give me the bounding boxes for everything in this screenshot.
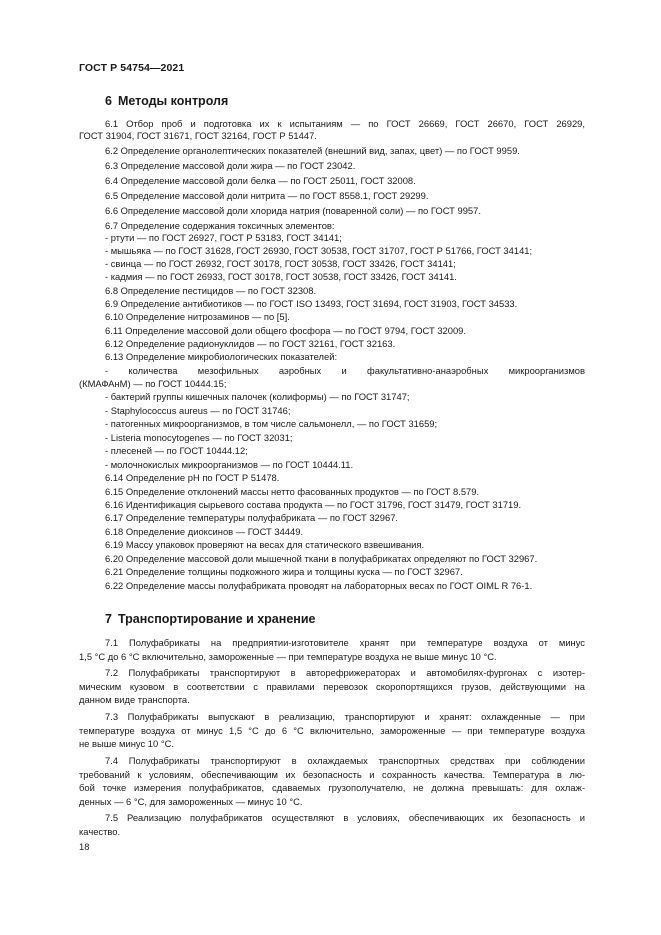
text-line: - бактерий группы кишечных палочек (колиформы) — по ГОСТ 31747; xyxy=(105,391,410,402)
text-line: (КМАФАнМ) — по ГОСТ 10444.15; xyxy=(79,378,227,389)
text-line: 7.4 Полуфабрикаты транспортируют в охлаждаемых транспортных средствах при соблюдении xyxy=(105,755,585,766)
section-7-heading xyxy=(105,612,315,626)
section-7-number: 7 xyxy=(105,612,112,626)
text-line: 6.6 Определение массовой доли хлорида натрия (поваренной соли) — по ГОСТ 9957. xyxy=(105,205,481,216)
text-line: качество. xyxy=(79,826,121,837)
text-line: 6.17 Определение температуры полуфабриката — по ГОСТ 32967. xyxy=(105,512,399,523)
text-line: 6.11 Определение массовой доли общего фосфора — по ГОСТ 9794, ГОСТ 32009. xyxy=(105,325,466,336)
text-line: 6.3 Определение массовой доли жира — по ГОСТ 23042. xyxy=(105,160,356,171)
text-line: ГОСТ 31904, ГОСТ 31671, ГОСТ 32164, ГОСТ Р 51447. xyxy=(79,130,317,141)
text-line: - Listeria monocytogenes — по ГОСТ 32031; xyxy=(105,432,293,443)
section-6-title: Методы контроля xyxy=(117,94,229,108)
text-line: 6.14 Определение pH по ГОСТ Р 51478. xyxy=(105,472,280,483)
text-line: 6.22 Определение массы полуфабриката проводят на лабораторных весах по ГОСТ OIML R 76-1. xyxy=(105,580,533,591)
text-line: 6.7 Определение содержания токсичных элементов: xyxy=(105,220,335,231)
text-line: 7.2 Полуфабрикаты транспортируют в авторефрижераторах и автомобилях-фургонах с изотер- xyxy=(105,667,585,678)
text-line: 6.15 Определение отклонений массы нетто фасованных продуктов — по ГОСТ 8.579. xyxy=(105,486,480,497)
text-line: - кадмия — по ГОСТ 26933, ГОСТ 30178, ГОСТ 30538, ГОСТ 33426, ГОСТ 34141. xyxy=(105,271,457,282)
section-6-number: 6 xyxy=(105,94,112,108)
document-code: ГОСТ Р 54754—2021 xyxy=(79,62,185,74)
text-line: 6.20 Определение массовой доли мышечной ткани в полуфабрикатах определяют по ГОСТ 32967. xyxy=(105,553,538,564)
text-line: не выше минус 10 °С. xyxy=(79,738,174,749)
text-line: 6.8 Определение пестицидов — по ГОСТ 32308. xyxy=(105,285,317,296)
text-line: 6.4 Определение массовой доли белка — по ГОСТ 25011, ГОСТ 32008. xyxy=(105,175,416,186)
text-line: - количества мезофильных аэробных и факультативно-анаэробных микроорганизмов xyxy=(105,365,585,376)
text-line: - ртути — по ГОСТ 26927, ГОСТ Р 53183, ГОСТ 34141; xyxy=(105,232,342,243)
text-line: - мышьяка — по ГОСТ 31628, ГОСТ 26930, ГОСТ 30538, ГОСТ 31707, ГОСТ Р 51766, ГОСТ 34141; xyxy=(105,245,533,256)
text-line: 7.3 Полуфабрикаты выпускают в реализацию, транспортируют и хранят: охлажденные — при xyxy=(105,711,585,722)
text-line: 7.1 Полуфабрикаты на предприятии-изготовителе хранят при температуре воздуха от минус xyxy=(105,637,585,648)
text-line: 6.13 Определение микробиологических показателей: xyxy=(105,351,338,362)
page-number: 18 xyxy=(79,841,90,852)
text-line: 6.12 Определение радионуклидов — по ГОСТ 32161, ГОСТ 32163. xyxy=(105,338,396,349)
text-line: 6.2 Определение органолептических показателей (внешний вид, запах, цвет) — по ГОСТ 9959. xyxy=(105,145,520,156)
text-line: требований к условиям, обеспечивающим их безопасность и сохранность качества. Температура в лю- xyxy=(79,769,585,780)
section-6-heading xyxy=(105,94,228,108)
text-line: 6.1 Отбор проб и подготовка их к испытаниям — по ГОСТ 26669, ГОСТ 26670, ГОСТ 26929, xyxy=(105,118,585,129)
text-line: денных — 6 °С, для замороженных — минус 10 °С. xyxy=(79,796,303,807)
text-line: 6.9 Определение антибиотиков — по ГОСТ ISO 13493, ГОСТ 31694, ГОСТ 31903, ГОСТ 34533. xyxy=(105,298,518,309)
text-line: 1,5 °С до 6 °С включительно, замороженные — при температуре воздуха не выше минус 10 °С. xyxy=(79,651,497,662)
text-line: - патогенных микроорганизмов, в том числе сальмонелл, — по ГОСТ 31659; xyxy=(105,418,438,429)
text-line: температуре воздуха от минус 1,5 °С до 6 °С включительно, замороженные — при температуре воздуха xyxy=(79,725,585,736)
text-line: 6.16 Идентификация сырьевого состава продукта — по ГОСТ 31796, ГОСТ 31479, ГОСТ 31719. xyxy=(105,499,522,510)
text-line: мическим кузовом в соответствии с правилами перевозок скоропортящихся грузов, действующими на xyxy=(79,681,585,692)
text-line: 6.18 Определение диоксинов — ГОСТ 34449. xyxy=(105,526,304,537)
text-line: 6.21 Определение толщины подкожного жира и толщины куска — по ГОСТ 32967. xyxy=(105,566,463,577)
text-line: 6.5 Определение массовой доли нитрита — по ГОСТ 8558.1, ГОСТ 29299. xyxy=(105,190,429,201)
text-line: - свинца — по ГОСТ 26932, ГОСТ 30178, ГОСТ 30538, ГОСТ 33426, ГОСТ 34141; xyxy=(105,258,456,269)
text-line: - молочнокислых микроорганизмов — по ГОСТ 10444.11. xyxy=(105,459,354,470)
text-line: данном виде транспорта. xyxy=(79,694,190,705)
text-line: бой точке измерения полуфабрикатов, сдаваемых грузополучателю, не должна превышать: для охлаж- xyxy=(79,782,585,793)
text-line: 6.19 Массу упаковок проверяют на весах для статического взвешивания. xyxy=(105,539,425,550)
text-line: 6.10 Определение нитрозаминов — по [5]. xyxy=(105,311,290,322)
section-7-title: Транспортирование и хранение xyxy=(117,612,316,626)
text-line: - Staphylococcus aureus — по ГОСТ 31746; xyxy=(105,405,291,416)
text-line: - плесеней — по ГОСТ 10444.12; xyxy=(105,445,248,456)
text-line: 7.5 Реализацию полуфабрикатов осуществляют в условиях, обеспечивающих их безопасность и xyxy=(105,812,585,823)
